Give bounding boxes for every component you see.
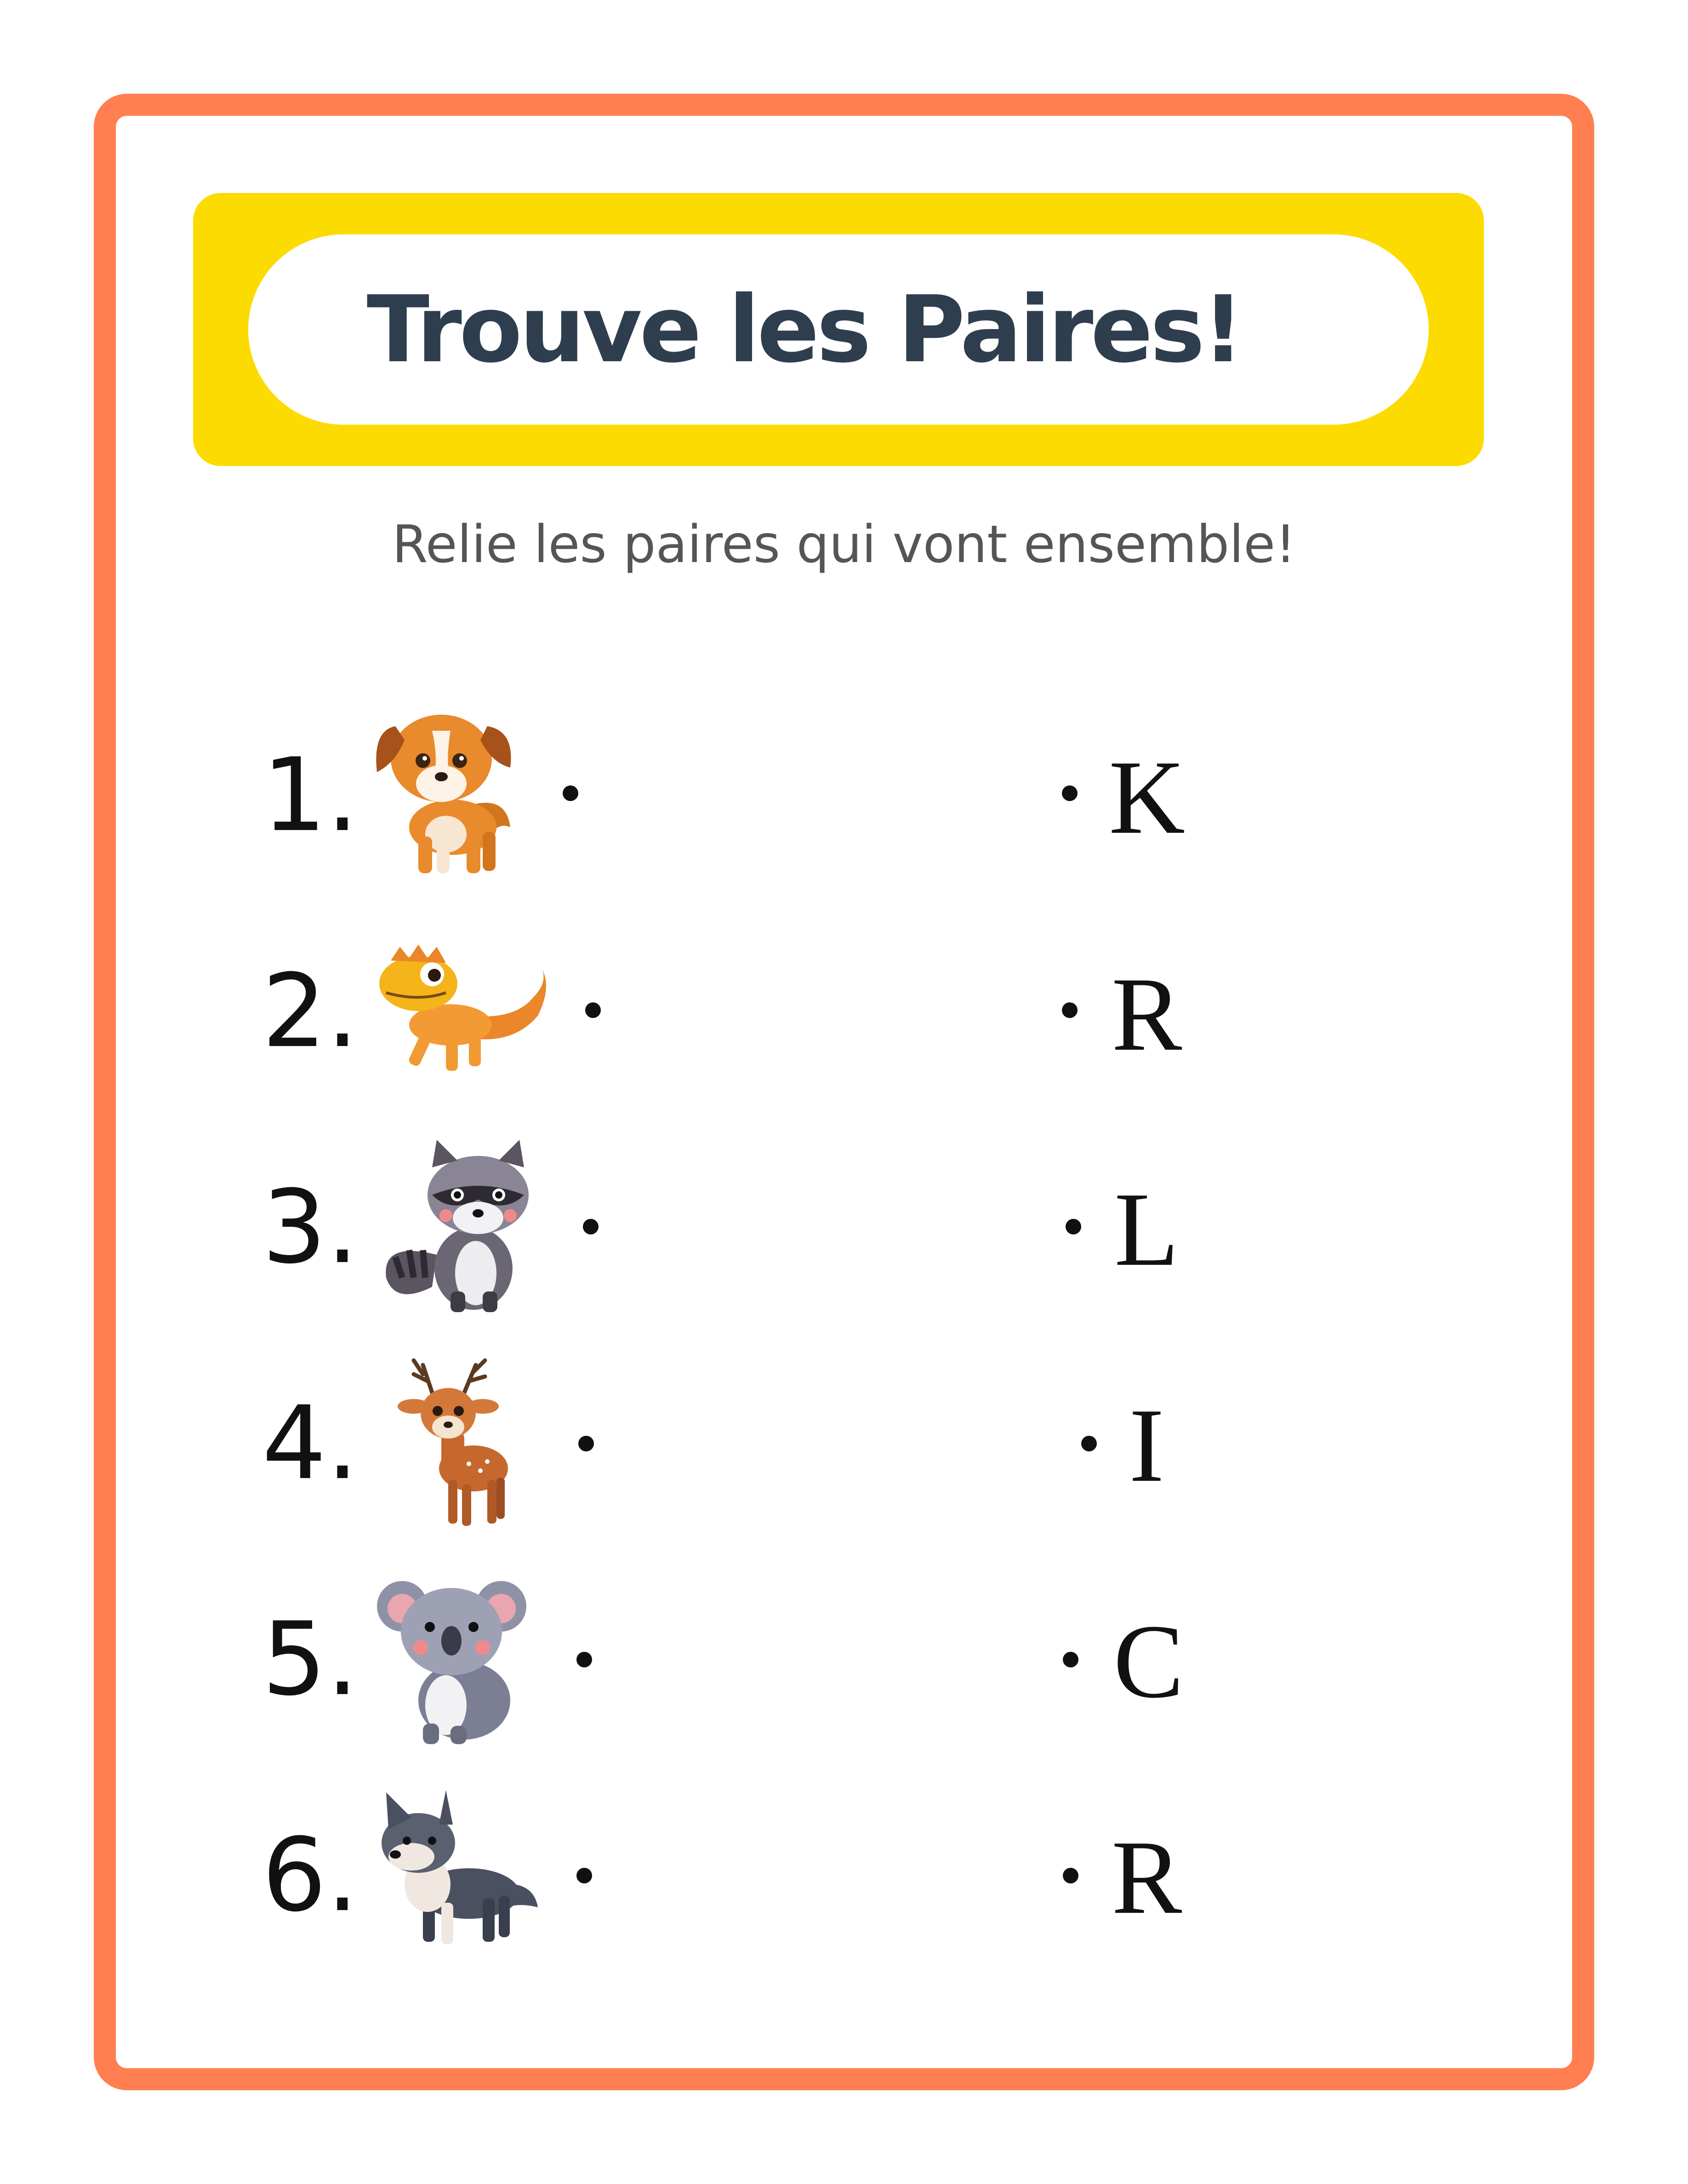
right-dot-1[interactable] [1062, 785, 1078, 801]
right-dot-4[interactable] [1081, 1436, 1097, 1451]
right-dot-5[interactable] [1063, 1652, 1078, 1667]
left-dot-2[interactable] [585, 1002, 601, 1018]
raccoon-icon [377, 1140, 547, 1314]
row-number-5: 5. [262, 1600, 359, 1718]
left-dot-6[interactable] [576, 1868, 592, 1883]
deer-icon [395, 1356, 515, 1530]
left-dot-3[interactable] [583, 1219, 599, 1234]
left-dot-4[interactable] [578, 1436, 594, 1451]
right-letter-3: L [1114, 1171, 1179, 1288]
lizard-icon [377, 942, 552, 1080]
row-number-6: 6. [262, 1816, 359, 1934]
instructions: Relie les paires qui vont ensemble! [392, 515, 1296, 574]
koala-icon [377, 1572, 533, 1746]
right-dot-2[interactable] [1062, 1002, 1078, 1018]
row-number-4: 4. [262, 1384, 359, 1502]
right-letter-6: R [1112, 1819, 1182, 1936]
wolf-icon [368, 1788, 542, 1953]
right-letter-1: K [1109, 739, 1186, 856]
left-dot-1[interactable] [563, 785, 578, 801]
row-number-3: 3. [262, 1168, 359, 1286]
left-dot-5[interactable] [576, 1652, 592, 1667]
row-number-2: 2. [262, 952, 359, 1070]
row-number-1: 1. [262, 736, 359, 854]
title-pill [248, 234, 1429, 425]
page-title: Trouve les Paires! [366, 276, 1242, 383]
right-letter-2: R [1112, 956, 1182, 1073]
right-dot-6[interactable] [1063, 1868, 1078, 1883]
right-dot-3[interactable] [1066, 1219, 1081, 1234]
dog-icon [368, 703, 519, 878]
right-letter-5: C [1113, 1603, 1184, 1720]
right-letter-4: I [1129, 1387, 1164, 1504]
